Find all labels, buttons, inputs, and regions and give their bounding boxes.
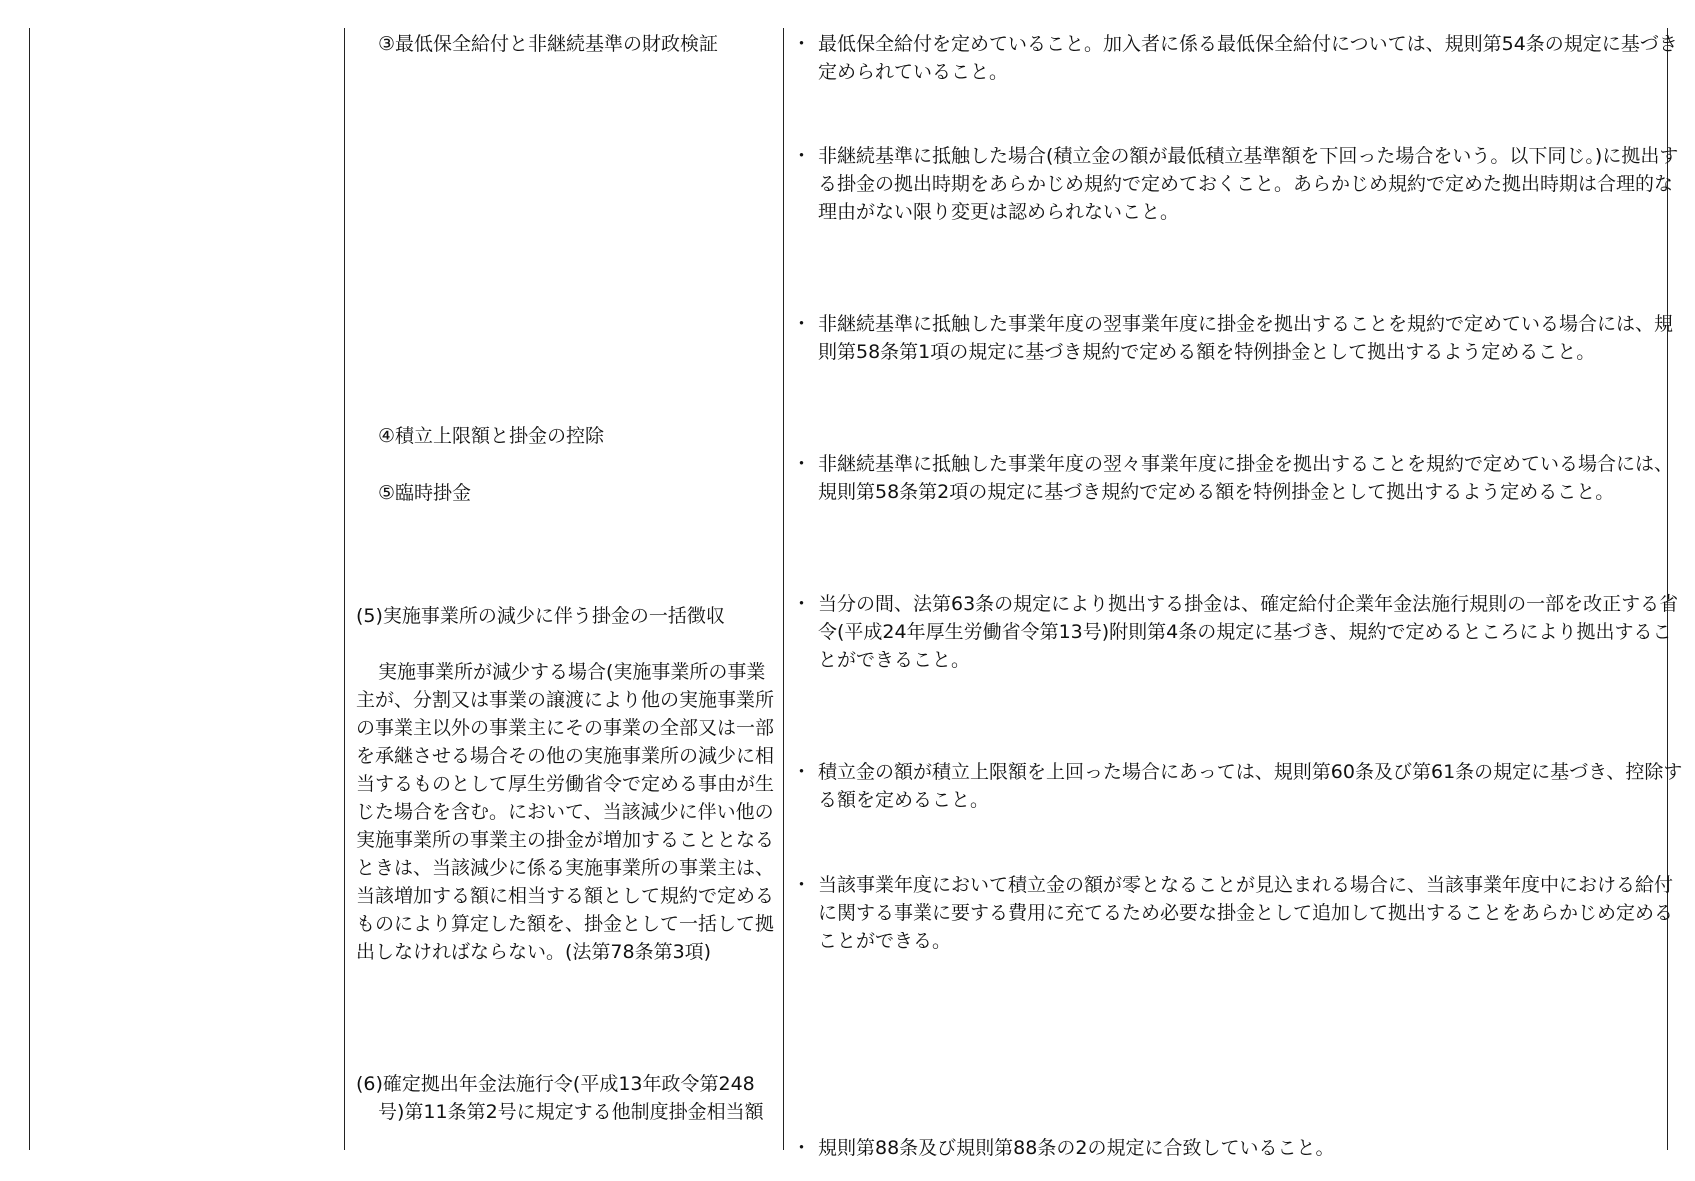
bullet-mark: ・	[792, 313, 812, 335]
bullet-mark: ・	[792, 145, 812, 167]
criteria-column	[792, 30, 1683, 1159]
item-4-text: ④積立上限額と掛金の控除	[378, 425, 605, 447]
criteria-bullet-4	[792, 450, 1684, 506]
bullet-mark: ・	[792, 453, 812, 475]
item-5-text: ⑤臨時掛金	[378, 482, 472, 504]
criteria-bullet-2-text: 非継続基準に抵触した場合(積立金の額が最低積立基準額を下回った場合をいう。以下同じ。)に拠出する掛金の拠出時期をあらかじめ規約で定めておくこと。あらかじめ規約で定めた拠出時期は合理的な理由がない限り変更は認められないこと。	[818, 145, 1679, 223]
criteria-bullet-5-text: 当分の間、法第63条の規定により拠出する掛金は、確定給付企業年金法施行規則の一部を改正する省令(平成24年厚生労働省令第13号)附則第4条の規定に基づき、規約で定めるところにより拠出することができること。	[818, 593, 1679, 671]
criteria-bullet-3	[792, 310, 1684, 366]
section-6-title-text: (6)確定拠出年金法施行令(平成13年政令第248号)第11条第2号に規定する他制度掛金相当額	[356, 1073, 764, 1123]
criteria-bullet-8	[792, 1134, 1684, 1162]
criteria-bullet-2	[792, 142, 1684, 226]
criteria-bullet-3-text: 非継続基準に抵触した事業年度の翌事業年度に掛金を拠出することを規約で定めている場合には、規則第58条第1項の規定に基づき規約で定める額を特例掛金として拠出するよう定めること。	[818, 313, 1674, 363]
item-3-text: ③最低保全給付と非継続基準の財政検証	[378, 33, 719, 55]
criteria-bullet-6-text: 積立金の額が積立上限額を上回った場合にあっては、規則第60条及び第61条の規定に基づき、控除する額を定めること。	[818, 761, 1683, 811]
bullet-mark: ・	[792, 593, 812, 615]
item-5-heading	[356, 479, 774, 507]
criteria-bullet-7-text: 当該事業年度において積立金の額が零となることが見込まれる場合に、当該事業年度中における給付に関する事業に要する費用に充てるため必要な掛金として追加して拠出することをあらかじめ定めることができる。	[818, 874, 1674, 952]
criteria-bullet-1	[792, 30, 1684, 86]
bullet-mark: ・	[792, 33, 812, 55]
criteria-bullet-6	[792, 758, 1684, 814]
bullet-mark: ・	[792, 1137, 812, 1159]
table-border-col1	[344, 28, 345, 1150]
section-6-title	[356, 1070, 774, 1126]
criteria-bullet-4-text: 非継続基準に抵触した事業年度の翌々事業年度に掛金を拠出することを規約で定めている場合には、規則第58条第2項の規定に基づき規約で定める額を特例掛金として拠出するよう定めること。	[818, 453, 1674, 503]
bullet-mark: ・	[792, 874, 812, 896]
criteria-bullet-8-text: 規則第88条及び規則第88条の2の規定に合致していること。	[818, 1137, 1335, 1159]
criteria-bullet-5	[792, 590, 1684, 674]
section-5-title	[356, 602, 774, 630]
table-border-left	[29, 28, 30, 1150]
criteria-bullet-1-text: 最低保全給付を定めていること。加入者に係る最低保全給付については、規則第54条の規定に基づき定められていること。	[818, 33, 1678, 83]
item-3-heading	[356, 30, 774, 58]
criteria-bullet-7	[792, 871, 1684, 955]
bullet-mark: ・	[792, 761, 812, 783]
section-5-title-text: (5)実施事業所の減少に伴う掛金の一括徴収	[356, 605, 725, 627]
table-border-col2	[783, 28, 784, 1150]
section-5-body-text: 実施事業所が減少する場合(実施事業所の事業主が、分割又は事業の譲渡により他の実施事業所の事業主以外の事業主にその事業の全部又は一部を承継させる場合その他の実施事業所の減少に相当するものとして厚生労働省令で定める事由が生じた場合を含む。において、当該減少に伴い他の実施事業所の事業主の掛金が増加することとなるときは、当該減少に係る実施事業所の事業主は、当該増加する額に相当する額として規約で定めるものにより算定した額を、掛金として一括して拠出しなければならない。(法第78条第3項)	[356, 661, 775, 963]
item-4-heading	[356, 422, 774, 450]
section-5-body	[356, 658, 774, 966]
